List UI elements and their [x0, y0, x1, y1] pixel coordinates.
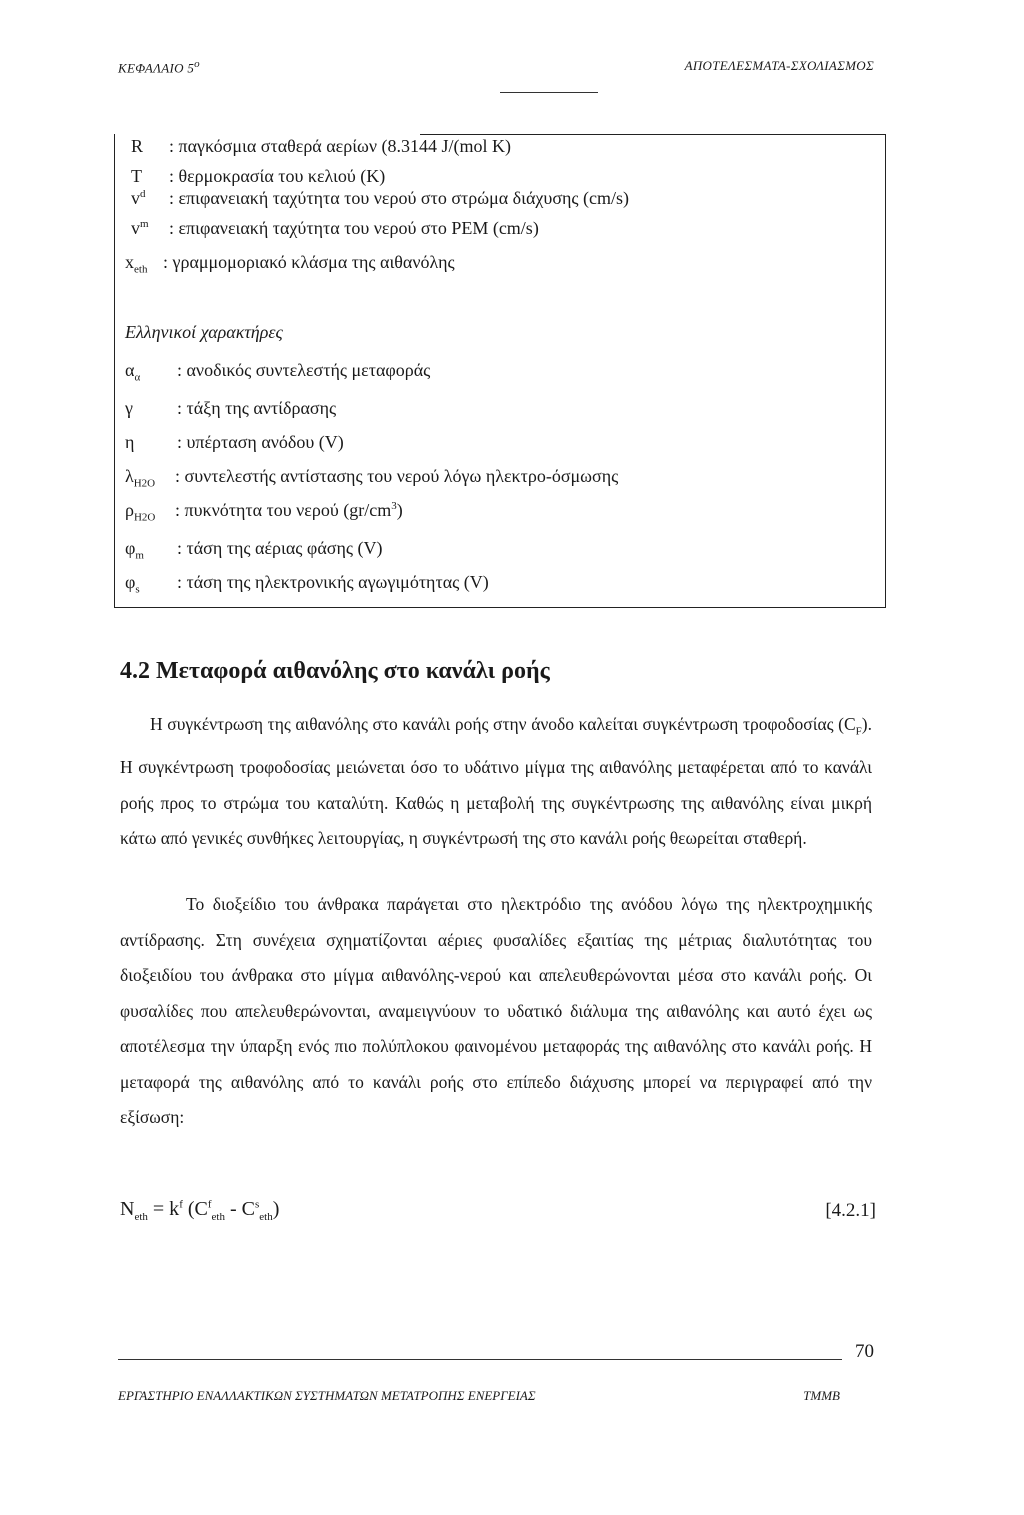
nom-symbol: γ — [125, 398, 133, 418]
nom-symbol: $x_{eth}$ — [125, 252, 148, 276]
nom-description: : θερμοκρασία του κελιού (K) — [169, 166, 386, 186]
nom-symbol: R — [131, 136, 144, 156]
nom-symbol: $\varphi_s$ — [125, 572, 140, 596]
nomenclature-box — [114, 134, 886, 608]
nom-description: : συντελεστής αντίστασης του νερού λόγω ηλεκτρο-όσμωσης — [175, 466, 619, 486]
nom-description: : επιφανειακή ταχύτητα του νερού στο στρώμα διάχυσης (cm/s) — [169, 188, 630, 208]
nom-description: : τάση της ηλεκτρονικής αγωγιμότητας (V) — [177, 572, 489, 592]
nom-description: : τάση της αέριας φάσης (V) — [177, 538, 383, 558]
nom-symbol: $\alpha_\alpha$ — [125, 360, 141, 384]
nom-description: : επιφανειακή ταχύτητα του νερού στο PEM (cm/s) — [169, 218, 539, 238]
nom-symbol: $\lambda_{H2O}$ — [125, 466, 156, 490]
equation-4-2-1: $N_{eth} = k^f$ $(C^f_{eth} - C^s_{eth})$ — [120, 1198, 280, 1223]
header-rule — [500, 92, 598, 93]
nom-symbol: $\rho_{H2O}$ — [125, 500, 156, 524]
paragraph-2: Το διοξείδιο του άνθρακα παράγεται στο ηλεκτρόδιο της ανόδου λόγω της ηλεκτροχημικής αντίδρασης. Στη συνέχεια σχηματίζονται αέριες φυσαλίδες εξαιτίας της μέτριας διαλυτότητας του διοξειδίου του άνθρακα στο μίγμα αιθανόλης-νερού και απελευθερώνονται μέσα στο κανάλι ροής. Οι φυσαλίδες που απελευθερώνονται, αναμειγνύουν το υδατικό διάλυμα της αιθανόλης και αυτό έχει ως αποτέλεσμα την ύπαρξη ενός πιο πολύπλοκου φαινομένου μεταφοράς της αιθανόλης στο κανάλι ροής. Η μεταφορά της αιθανόλης από το κανάλι ροής στο επίπεδο διάχυσης μπορεί να περιγραφεί από την εξίσωση: — [120, 894, 872, 1127]
footer-department: ΤΜΜΒ — [803, 1388, 840, 1403]
nom-description: : υπέρταση ανόδου (V) — [177, 432, 344, 452]
nom-description: : ανοδικός συντελεστής μεταφοράς — [177, 360, 431, 380]
greek-characters-title: Ελληνικοί χαρακτήρες — [125, 322, 283, 342]
section-title: 4.2 Μεταφορά αιθανόλης στο κανάλι ροής — [120, 658, 550, 684]
footer-rule — [118, 1359, 842, 1360]
nom-symbol: η — [125, 432, 135, 452]
nom-symbol: $v^d$ — [131, 188, 146, 208]
chapter-header: ΚΕΦΑΛΑΙΟ $5^o$ — [118, 58, 200, 76]
footer-lab-name: ΕΡΓΑΣΤΗΡΙΟ ΕΝΑΛΛΑΚΤΙΚΩΝ ΣΥΣΤΗΜΑΤΩΝ ΜΕΤΑΤΡΟΠΗΣ ΕΝΕΡΓΕΙΑΣ — [118, 1388, 536, 1403]
nom-description: : τάξη της αντίδρασης — [177, 398, 337, 418]
nom-description: : γραμμομοριακό κλάσμα της αιθανόλης — [163, 252, 455, 272]
chapter-header-sup: ο — [194, 58, 200, 70]
nom-description: : παγκόσμια σταθερά αερίων (8.3144 J/(mol K) — [169, 136, 512, 156]
paragraph-1: Η συγκέντρωση της αιθανόλης στο κανάλι ροής στην άνοδο καλείται συγκέντρωση τροφοδοσίας $(C_F)$. Η συγκέντρωση τροφοδοσίας μειώνεται όσο το υδάτινο μίγμα της αιθανόλης μεταφέρεται από το κανάλι ροής προς το στρώμα του καταλύτη. Καθώς η μεταβολή της συγκέντρωσης της αιθανόλης είναι μικρή κάτω από γενικές συνθήκες λειτουργίας, η συγκέντρωσή της στο κανάλι ροής θεωρείται σταθερή. — [120, 714, 872, 848]
nom-description: : πυκνότητα του νερού $(gr/cm^3)$ — [175, 500, 403, 520]
nom-symbol: $v^m$ — [131, 218, 149, 238]
nom-symbol: T — [131, 166, 142, 186]
equation-number: [4.2.1] — [825, 1200, 876, 1221]
nom-symbol: $\varphi_m$ — [125, 538, 144, 562]
section-header: ΑΠΟΤΕΛΕΣΜΑΤΑ-ΣΧΟΛΙΑΣΜΟΣ — [684, 58, 874, 73]
page-number: 70 — [855, 1341, 874, 1362]
